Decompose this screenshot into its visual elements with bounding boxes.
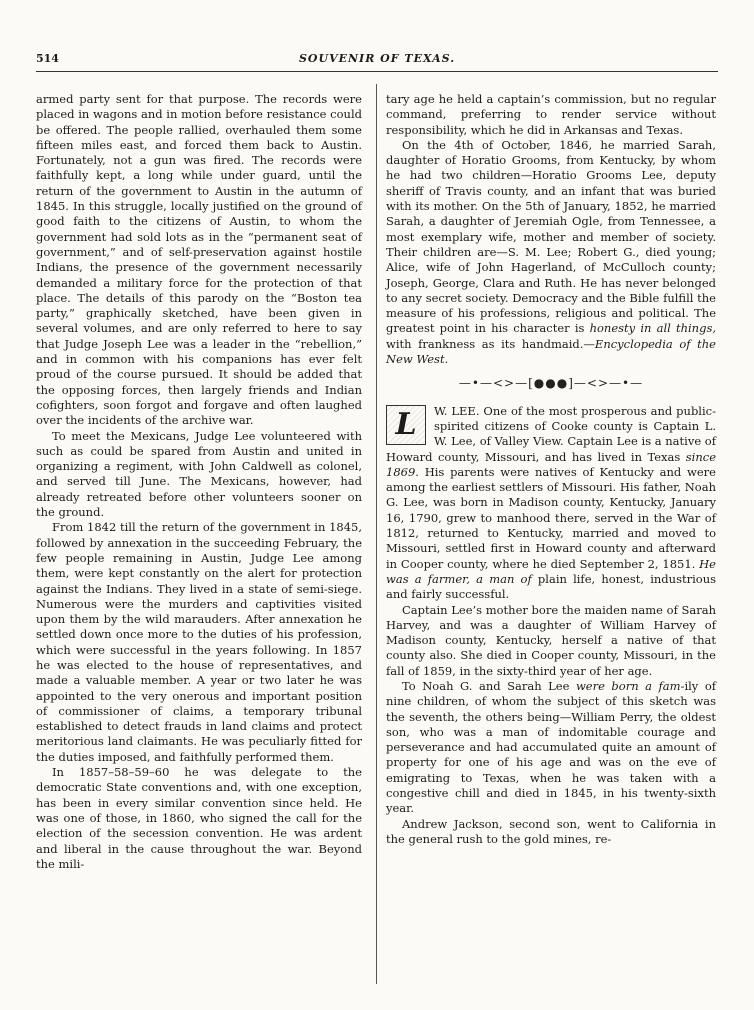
- children-lead: To Noah G. and Sarah Lee: [402, 678, 576, 693]
- lw-lee-emphasis-farmer: He was a farmer, a man of: [386, 556, 716, 586]
- lw-lee-tail: plain life, honest, industrious and fairly successful.: [386, 571, 716, 602]
- paragraph-mother: Captain Lee’s mother bore the maiden name of Sarah Harvey, and was a daughter of William Harvey of Madison county, Kentucky, herself a native of that county also. She died in Cooper county, Missouri, in the fall of 1859, in the sixty-third year of her age.: [386, 602, 716, 678]
- left-column: [36, 92, 362, 872]
- paragraph-commission: tary age he held a captain’s commission, but no regular command, preferring to render service without responsibility, which he did in Arkansas and Texas.: [386, 92, 716, 137]
- lw-lee-text: W. LEE. One of the most prosperous and public-spirited citizens of Cooke county is Captain L. W. Lee, of Valley View. Captain Lee is a native of Howard county, Missouri, and has lived in Texas: [386, 403, 716, 464]
- dropcap-initial: L: [386, 405, 426, 445]
- marriage-tail: with frankness as its handmaid.—: [386, 336, 595, 351]
- paragraph-children: [386, 679, 716, 817]
- paragraph-marriage: [386, 138, 716, 367]
- paragraph-archive-war: armed party sent for that purpose. The records were placed in wagons and in motion before resistance could be offered. The people rallied, overhauled them some fifteen miles east, and forced them back to Austin. Fortunately, not a gun was fired. The records were faithfully kept, a long while under guard, until the return of the government to Austin in the autumn of 1845. In this struggle, locally justified on the ground of good faith to the citizens of Austin, to whom the government had sold lots as in the “permanent seat of government,” and of self-preservation against hostile Indians, the presence of the government necessarily demanded a military force for the protection of that place. The details of this parody on the “Boston tea party,” graphically sketched, have been given in several volumes, and are only referred to here to say that Judge Joseph Lee was a leader in the “rebellion,” and in common with his companions has ever felt proud of the course pursued. It should be added that the opposing forces, then largely friends and Indian cofighters, soon forgot and forgave and often laughed over the incidents of the archive war.: [36, 92, 362, 428]
- running-head: [36, 50, 718, 66]
- children-emphasis: were born a fam-: [575, 678, 685, 693]
- paragraph-annexation: From 1842 till the return of the government in 1845, followed by annexation in the succeeding February, the few people remaining in Austin, Judge Lee among them, were kept constantly on the alert for protection against the Indians. They lived in a state of semi-siege. Numerous were the murders and captivities visited upon them by the wild marauders. After annexation he settled down once more to the duties of his profession, which were successful in the years following. In 1857 he was elected to the house of representatives, and made a valuable member. A year or two later he was appointed to the very onerous and important position of commissioner of claims, a temporary tribunal established to detect frauds in land claims and protect meritorious land claimants. He was peculiarly fitted for the duties imposed, and faithfully performed them.: [36, 520, 362, 764]
- paragraph-lw-lee: [386, 404, 716, 603]
- page-number: 514: [36, 52, 59, 65]
- column-divider: [376, 84, 377, 984]
- citation-source: Encyclopedia of the New West.: [386, 336, 716, 367]
- children-rest: ily of nine children, of whom the subject of this sketch was the seventh, the others being—William Perry, the oldest son, who was a man of indomitable courage and perseverance and had accumulated quite an amount of property for one of his age and was on the eve of emigrating to Texas, when he was taken with a congestive chill and died in 1845, in his twenty-sixth year.: [386, 678, 716, 816]
- lw-lee-middle: His parents were natives of Kentucky and were among the earliest settlers of Missouri. His father, Noah G. Lee, was born in Madison county, Kentucky, January 16, 1790, grew to manhood there, served in the War of 1812, returned to Kentucky, married and moved to Missouri, settled first in Howard county and afterward in Cooper county, where he died September 2, 1851.: [386, 464, 716, 571]
- section-ornament: —•—<>—[●●●]—<>—•—: [458, 376, 644, 391]
- marriage-text: On the 4th of October, 1846, he married Sarah, daughter of Horatio Grooms, from Kentucky, by whom he had two children—Horatio Grooms Lee, deputy sheriff of Travis county, and an infant that was buried with its mother. On the 5th of January, 1852, he married Sarah, a daughter of Jeremiah Ogle, from Tennessee, a most exemplary wife, mother and member of society. Their children are—S. M. Lee; Robert G., died young; Alice, wife of John Hagerland, of McCulloch county; Joseph, George, Clara and Ruth. He has never belonged to any secret society. Democracy and the Bible fulfill the measure of his professions, religious and political. The greatest point in his character is: [386, 137, 716, 336]
- paragraph-andrew-jackson: Andrew Jackson, second son, went to California in the general rush to the gold mines, re-: [386, 816, 716, 846]
- marriage-emphasis: honesty in all things,: [589, 321, 717, 336]
- header-rule: [36, 71, 718, 72]
- paragraph-conventions: In 1857–58–59–60 he was delegate to the democratic State conventions and, with one exception, has been in every similar convention since held. He was one of those, in 1860, who signed the call for the election of the secession convention. He was ardent and liberal in the cause throughout the war. Beyond the mili-: [36, 765, 362, 871]
- paragraph-mexicans: To meet the Mexicans, Judge Lee volunteered with such as could be spared from Austin and united in organizing a regiment, with John Caldwell as colonel, and served till June. The Mexicans, however, had already retreated before other volunteers sooner on the ground.: [36, 428, 362, 520]
- right-column: [386, 92, 716, 847]
- lw-lee-emphasis-year: since 1869.: [386, 449, 716, 479]
- running-title: SOUVENIR OF TEXAS.: [298, 52, 456, 65]
